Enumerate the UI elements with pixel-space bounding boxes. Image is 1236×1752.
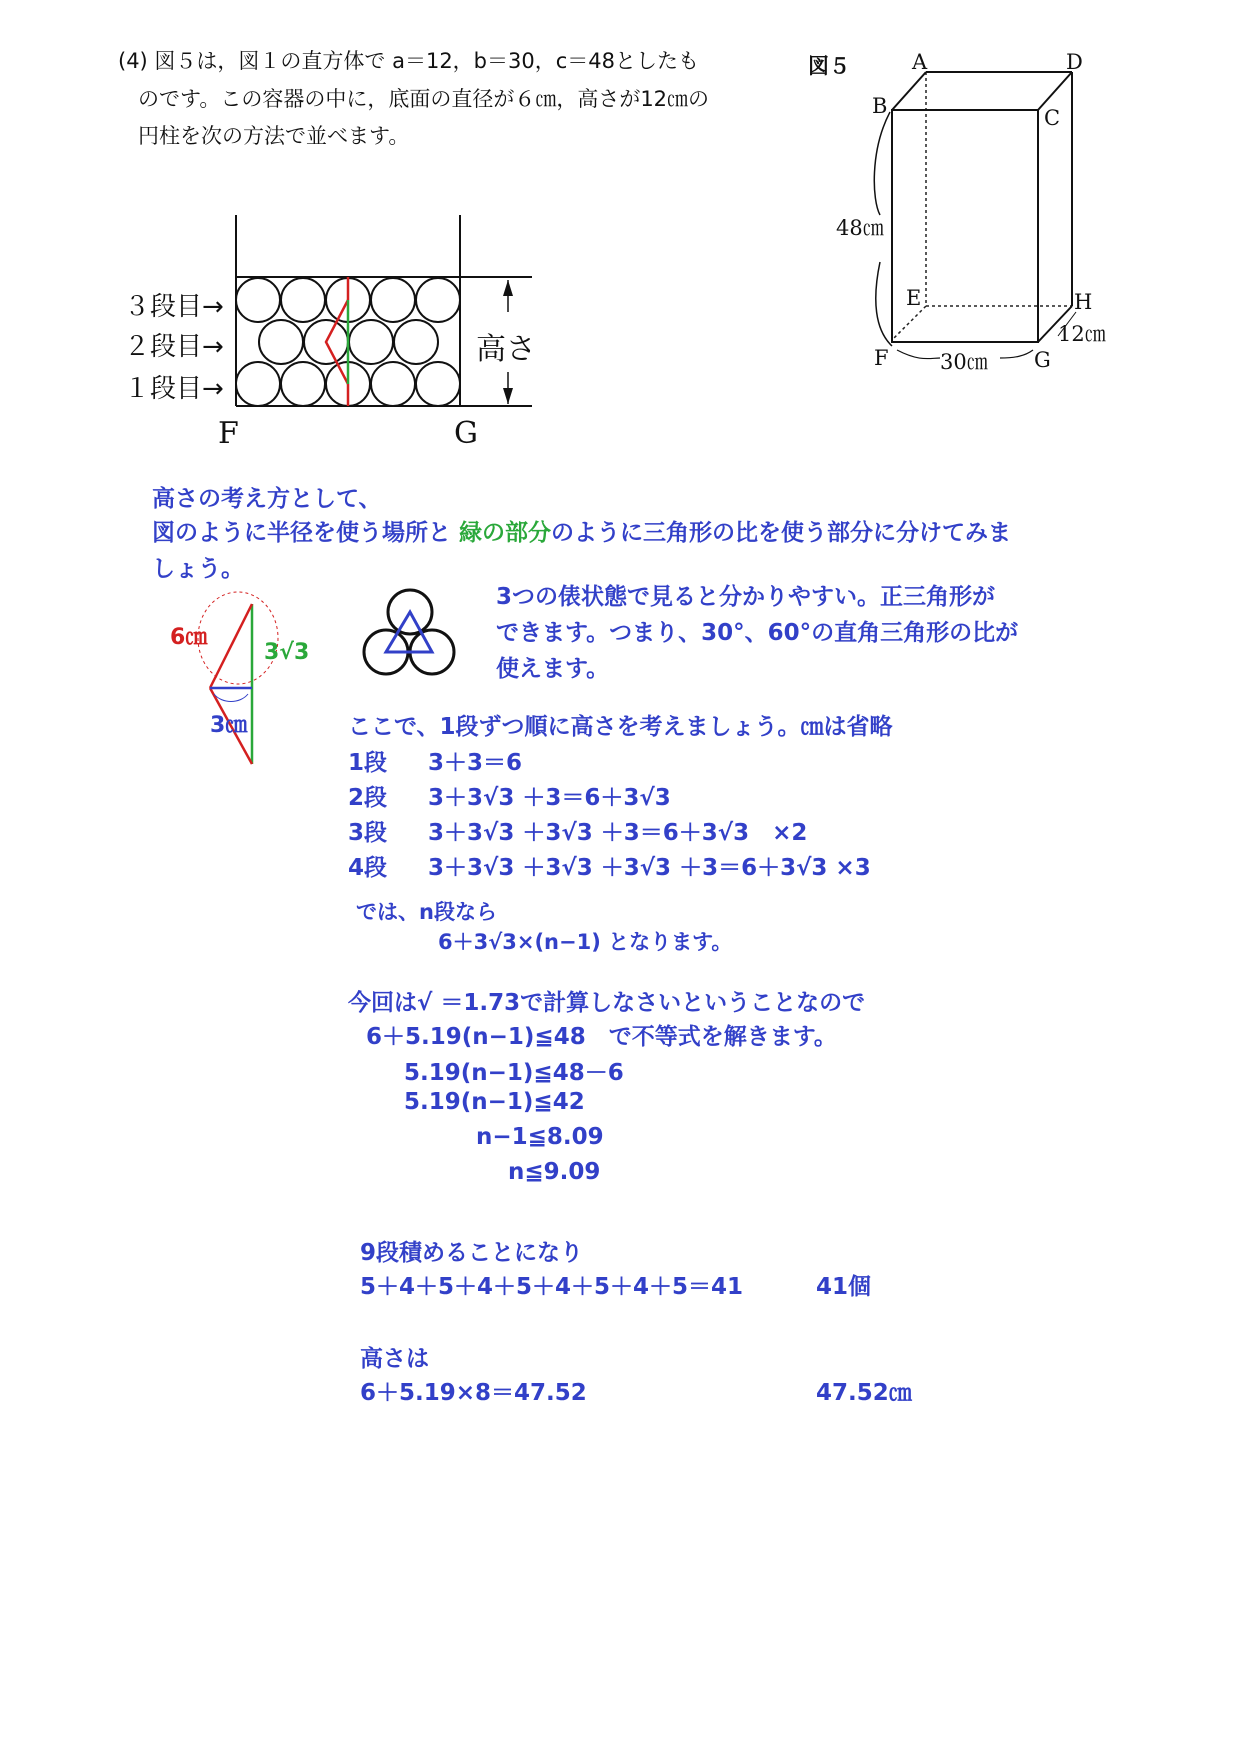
height-expression: 6＋5.19×8＝47.52 xyxy=(360,1380,587,1406)
row-4-label: 4段 xyxy=(348,855,388,881)
stack-G-label: G xyxy=(454,416,478,451)
count-expression: 5＋4＋5＋4＋5＋4＋5＋4＋5＝41 xyxy=(360,1274,744,1300)
cuboid-depth-label: 12㎝ xyxy=(1058,322,1106,346)
intro-line-1: 高さの考え方として、 xyxy=(152,486,382,512)
tawara-line-2: できます。つまり、30°、60°の直角三角形の比が xyxy=(496,620,1019,646)
intro-line-3: しょう。 xyxy=(152,556,244,582)
row-1-label: 1段 xyxy=(348,750,388,776)
vertex-H: H xyxy=(1074,290,1093,314)
row-1-expr: 3＋3＝6 xyxy=(428,750,523,776)
problem-line-3: 円柱を次の方法で並べます。 xyxy=(138,124,410,148)
cuboid-width-label: 30㎝ xyxy=(940,350,988,374)
triangle-side-label: 3√3 xyxy=(264,640,310,665)
triangle-base-label: 3㎝ xyxy=(210,713,248,738)
row1-label: １段目→ xyxy=(124,374,224,404)
count-answer: 41個 xyxy=(816,1274,872,1300)
intro-line-2a: 図のように半径を使う場所と xyxy=(152,520,460,546)
row-3-label: 3段 xyxy=(348,820,388,846)
row2-label: ２段目→ xyxy=(124,332,224,362)
figure5-title: 図５ xyxy=(808,54,850,78)
inequality-step-1: 5.19(n−1)≦48－6 xyxy=(404,1060,624,1086)
row-2-expr: 3＋3√3 ＋3＝6＋3√3 xyxy=(428,785,671,811)
vertex-A: A xyxy=(912,50,928,74)
stack-height-label: 高さ xyxy=(476,332,536,367)
step-intro: ここで、1段ずつ順に高さを考えましょう。㎝は省略 xyxy=(348,714,893,740)
row-3-expr: 3＋3√3 ＋3√3 ＋3＝6＋3√3 ×2 xyxy=(428,820,808,846)
problem-line-2: のです。この容器の中に，底面の直径が６㎝，高さが12㎝の xyxy=(138,87,710,111)
tawara-line-3: 使えます。 xyxy=(496,656,610,682)
row-4-expr: 3＋3√3 ＋3√3 ＋3√3 ＋3＝6＋3√3 ×3 xyxy=(428,855,871,881)
intro-line-2b: のように三角形の比を使う部分に分けてみま xyxy=(551,520,1012,546)
vertex-D: D xyxy=(1066,50,1083,74)
height-title: 高さは xyxy=(360,1346,429,1372)
problem-line-1: (4) 図５は，図１の直方体で a＝12，b＝30，c＝48としたも xyxy=(118,49,700,73)
row3-label: ３段目→ xyxy=(124,292,224,322)
cuboid-height-label: 48㎝ xyxy=(836,216,884,240)
row-2-label: 2段 xyxy=(348,785,388,811)
inequality-title: 6＋5.19(n−1)≦48 で不等式を解きます。 xyxy=(366,1024,837,1050)
vertex-E: E xyxy=(906,286,922,310)
vertex-C: C xyxy=(1044,106,1061,130)
vertex-G: G xyxy=(1034,348,1051,372)
triangle-hypotenuse-label: 6㎝ xyxy=(170,625,208,650)
approx-note: 今回は√ ＝1.73で計算しなさいということなので xyxy=(348,990,866,1016)
vertex-B: B xyxy=(872,94,888,118)
inequality-step-3: n−1≦8.09 xyxy=(476,1124,604,1150)
vertex-F: F xyxy=(874,346,889,370)
n-intro: では、n段なら xyxy=(356,900,497,924)
n-formula: 6＋3√3×(n−1) となります。 xyxy=(438,930,733,954)
intro-green-part: 緑の部分 xyxy=(459,520,552,546)
height-answer: 47.52㎝ xyxy=(816,1380,912,1406)
tawara-sketch xyxy=(0,0,500,700)
stack-F-label: F xyxy=(218,416,239,451)
tawara-line-1: 3つの俵状態で見ると分かりやすい。正三角形が xyxy=(496,584,996,610)
inequality-step-4: n≦9.09 xyxy=(508,1159,601,1185)
count-title: 9段積めることになり xyxy=(360,1240,584,1266)
inequality-step-2: 5.19(n−1)≦42 xyxy=(404,1089,585,1115)
